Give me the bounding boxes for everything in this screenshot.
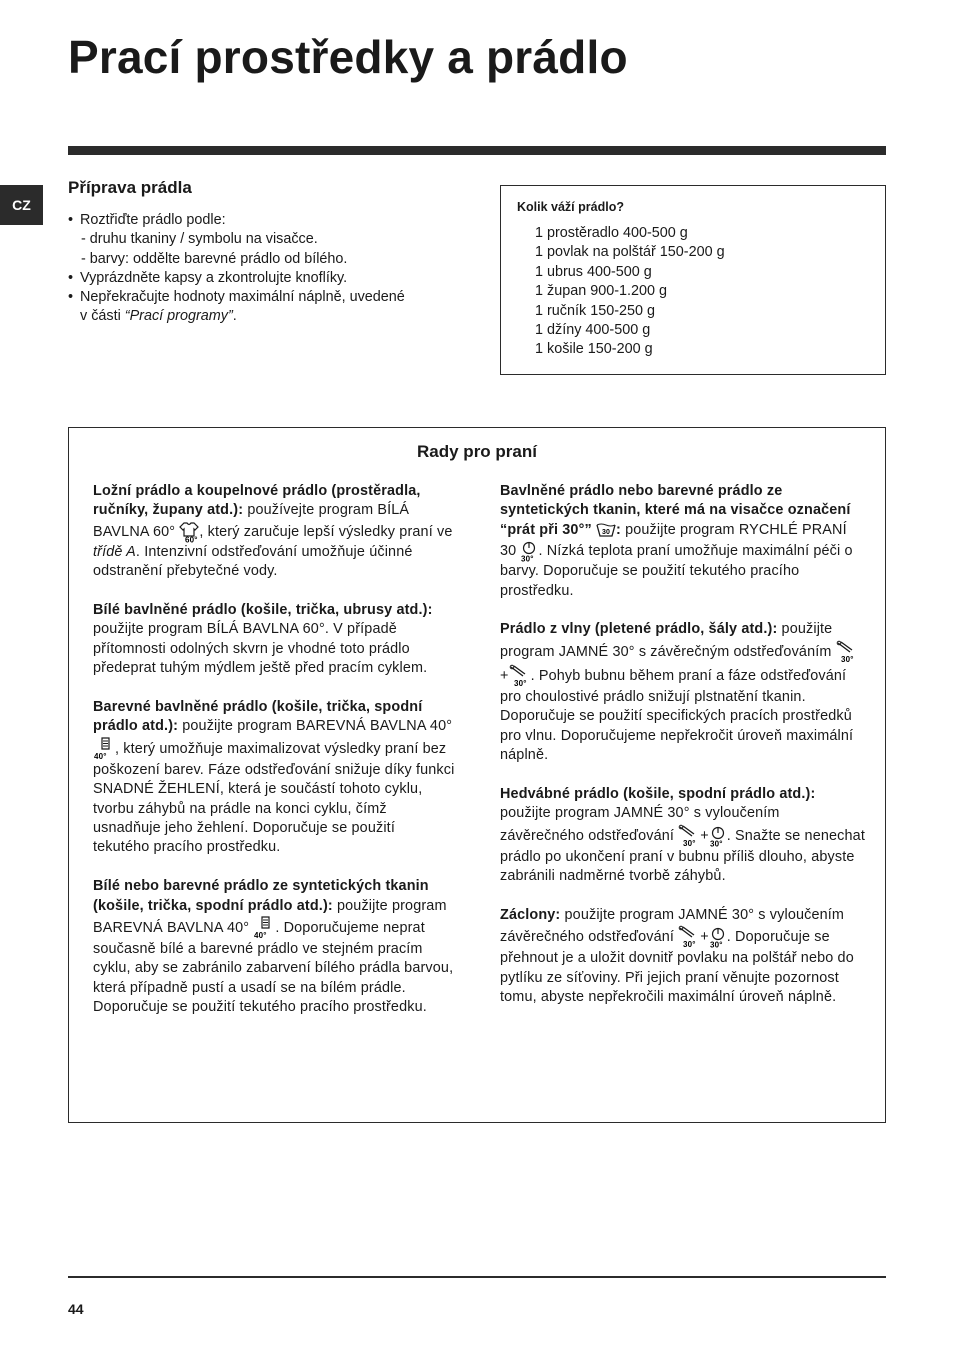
shirt-60-icon (179, 521, 199, 543)
no-spin-30-icon (709, 926, 727, 948)
list-item: - barvy: oddělte barevné prádlo od bílého. (81, 250, 348, 267)
footer-divider (68, 1276, 886, 1278)
list-item: 1 župan 900-1.200 g (535, 283, 668, 300)
list-item: • Nepřekračujte hodnoty maximální náplně, uvedené (68, 289, 405, 306)
tip-white-cotton: Bílé bavlněné prádlo (košile, trička, ubrusy atd.): použijte program BÍLÁ BAVLNA 60°. V případě přítomnosti odolných skvrn je vhodné toto prádlo předeprat tuhým mýdlem ještě před pracím cyklem. (93, 602, 433, 677)
list-item: - druhu tkaniny / symbolu na visačce. (81, 231, 318, 248)
delicate-30-icon (678, 925, 700, 949)
language-tab: CZ (0, 185, 43, 225)
wash-tub-30-icon (596, 522, 616, 538)
wool-30-icon (836, 640, 858, 664)
coloured-40-icon (93, 737, 115, 761)
list-item: 1 ručník 150-250 g (535, 302, 656, 319)
tip-synthetics: Bílé nebo barevné prádlo ze syntetických tkanin (košile, trička, spodní prádlo atd.): použijte program BAREVNÁ BAVLNA 40° 40° . Doporučujeme neprat současně bílé a barevné prádlo ve stejném pracím cyklu, aby se zabránilo zabarvení bílého prádla barvou, která případně pustí a usadí se na bílém prádle. Doporučuje se použití tekutého pracího prostředku. (93, 878, 454, 1016)
page-number: 44 (68, 1301, 84, 1317)
svg-text:30°: 30° (683, 940, 696, 950)
svg-text:40°: 40° (94, 751, 107, 761)
preparation-list (68, 211, 450, 327)
tip-curtains: Záclony: použijte program JAMNÉ 30° s vyloučením závěrečného odstřeďování 30° + 30° . Doporučuje se přehnout je a uložit dovnitř povlaku na polštář nebo do pytlíku ze síťoviny. Při jejich praní věnujte pozornost tomu, abyste nepřekročili maximální úroveň náplně. (500, 906, 854, 1006)
list-item: • Vyprázdněte kapsy a zkontrolujte knoflíky. (68, 269, 348, 286)
list-item: 1 košile 150-200 g (535, 341, 653, 358)
title-divider (68, 146, 886, 155)
list-item: 1 prostěradlo 400-500 g (535, 225, 688, 241)
page-title: Prací prostředky a prádlo (68, 31, 628, 83)
tip-bed-linen: Ložní prádlo a koupelnové prádlo (prostěradla, ručníky, župany atd.): používejte program BÍLÁ BAVLNA 60° 60° , který zaručuje lepší výsledky praní ve třídě A. Intenzivní odstřeďování umožňuje účinné odstranění přebytečné vody. (93, 483, 453, 580)
svg-text:60°: 60° (185, 535, 198, 543)
tips-heading: Rady pro praní (417, 442, 537, 461)
list-item: 1 ubrus 400-500 g (535, 263, 652, 280)
svg-text:30°: 30° (683, 838, 696, 848)
weight-list (535, 224, 725, 360)
delicate-30-icon (678, 824, 700, 848)
svg-text:30: 30 (601, 529, 611, 537)
svg-text:30°: 30° (840, 654, 854, 664)
list-item: 1 džíny 400-500 g (535, 322, 651, 339)
tip-wool: Prádlo z vlny (pletené prádlo, šály atd.): použijte program JAMNÉ 30° s závěrečným odstřeďováním 30° + 30° . Pohyb bubnu během praní a fáze odstřeďování pro choulostivé prádlo snižují plstnatění tkanin. Doporučuje se použití specifických pracích prostředků pro vlnu. Doporučujeme nepřekročit úroveň maximální náplně. (500, 620, 866, 765)
programs-reference: “Prací programy” (124, 308, 233, 325)
svg-text:30°: 30° (521, 554, 535, 563)
tips-column-right (500, 482, 866, 1027)
svg-text:30°: 30° (709, 940, 723, 949)
washing-tips-box (68, 427, 886, 1123)
laundry-weight-box (500, 185, 886, 375)
list-item: • Roztřiďte prádlo podle: (68, 212, 226, 228)
svg-text:30°: 30° (513, 678, 527, 688)
weight-box-title: Kolik váží prádlo? (517, 200, 624, 214)
tip-silk: Hedvábné prádlo (košile, spodní prádlo atd.): použijte program JAMNÉ 30° s vyloučením závěrečného odstřeďování 30° + 30° . Snažte se nenechat prádlo po ukončení praní v bubnu příliš dlouho, abyste zabránili nadměrné tvorbě záhybů. (500, 785, 865, 885)
tip-wash-at-30: Bavlněné prádlo nebo barevné prádlo ze syntetických tkanin, které má na visačce označení “prát při 30°” 30 : použijte program RYCHLÉ PRANÍ 30 30° . Nízká teplota praní umožňuje maximální péči o barvy. Doporučuje se použití tekutého pracího prostředku. (500, 483, 853, 599)
no-spin-30-icon (709, 825, 727, 847)
tips-column-left (93, 482, 455, 1037)
preparation-heading: Příprava prádla (68, 178, 192, 197)
list-item: v části “Prací programy”. (80, 308, 237, 325)
svg-text:40°: 40° (254, 931, 267, 941)
coloured-40-icon (253, 916, 275, 940)
spin-30-icon (509, 664, 531, 688)
svg-text:30°: 30° (709, 839, 723, 847)
tip-coloured-cotton: Barevné bavlněné prádlo (košile, trička, spodní prádlo atd.): použijte program BAREVNÁ BAVLNA 40° 40° , který umožňuje maximalizovat výsledky praní bez poškození barev. Fáze odstřeďování snižuje díky funkci SNADNÉ ŽEHLENÍ, která je součástí tohoto cyklu, tvorbu záhybů na prádle na konci cyklu, čímž usnadňuje jeho žehlení. Doporučuje se použití tekutého pracího prostředku. (93, 699, 455, 856)
list-item: 1 povlak na polštář 150-200 g (535, 244, 725, 261)
quick-wash-30-icon (520, 540, 538, 562)
